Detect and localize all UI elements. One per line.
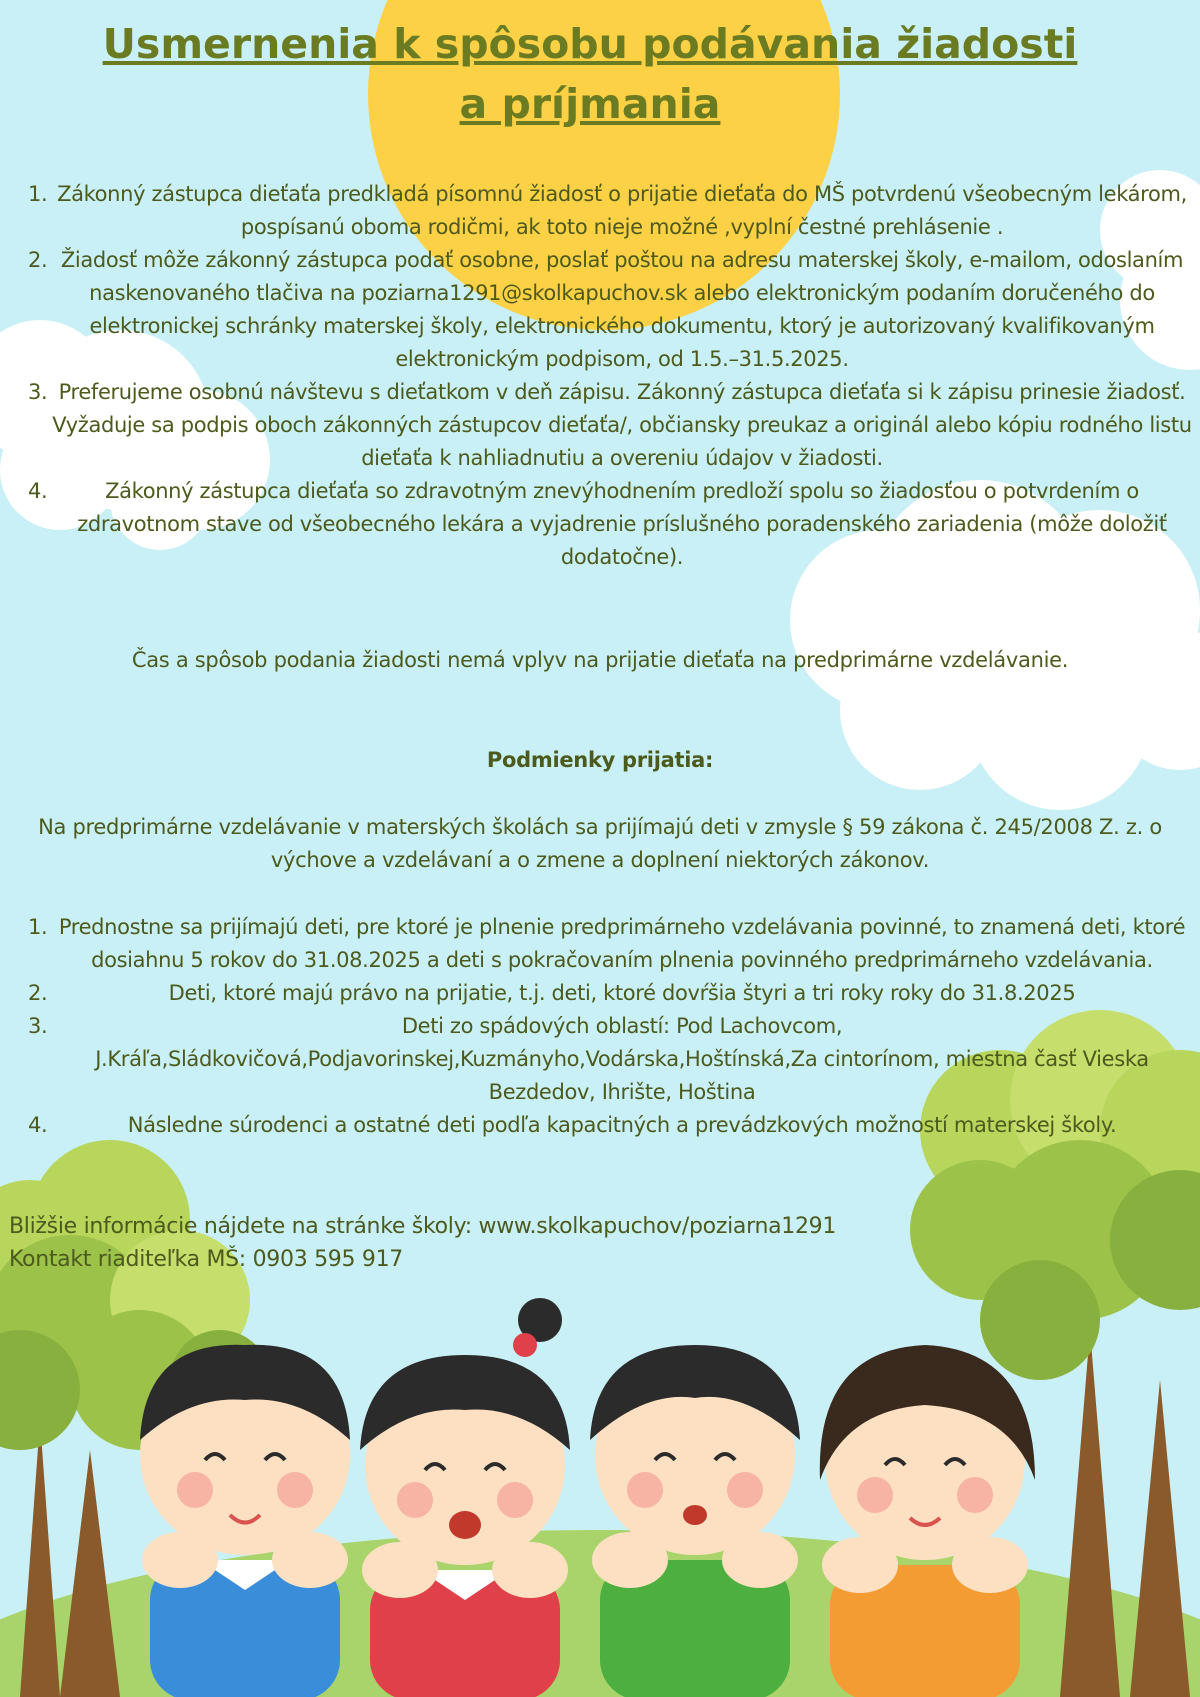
child-4-icon bbox=[820, 1345, 1035, 1697]
list-item: 3. Deti zo spádových oblastí: Pod Lachovcom, J.Kráľa,Sládkovičová,Podjavorinskej,Kuzmányho,Vodárska,Hoštínská,Za cintorínom, miestna časť Vieska Bezdedov, Ihrište, Hoština bbox=[28, 1014, 1149, 1104]
list-item: 1. Prednostne sa prijímajú deti, pre ktoré je plnenie predprimárneho vzdelávania povinné, to znamená deti, ktoré dosiahnu 5 rokov do 31.08.2025 a deti s pokračovaním plnenia povinného predprimárneho vzdelávania. bbox=[28, 915, 1186, 972]
list-item: 4. Zákonný zástupca dieťaťa so zdravotným znevýhodnením predloží spolu so žiadosťou o potvrdením o zdravotnom stave od všeobecného lekára a vyjadrenie príslušného poradenského zariadenia (môže doložiť dodatočne). bbox=[28, 479, 1167, 569]
contact-info: Kontakt riaditeľka MŠ: 0903 595 917 bbox=[9, 1247, 403, 1272]
list-item: 2. Žiadosť môže zákonný zástupca podať osobne, poslať poštou na adresu materskej školy, e-mailom, odoslaním naskenovaného tlačiva na poziarna1291@skolkapuchov.sk alebo elektronickým podaním doručeného do elektronickej schránky materskej školy, elektronického dokumentu, ktorý je autorizovaný kvalifikovaným elektronickým podpisom, od 1.5.–31.5.2025. bbox=[28, 248, 1184, 371]
page-title: Usmernenia k spôsobu podávania žiadosti a príjmania bbox=[102, 20, 1078, 128]
list-item: 4. Následne súrodenci a ostatné deti podľa kapacitných a prevádzkových možností materskej školy. bbox=[28, 1113, 1117, 1137]
conditions-intro: Na predprimárne vzdelávanie v materských školách sa prijímajú deti v zmysle § 59 zákona č. 245/2008 Z. z. o výchove a vzdelávaní a o zmene a doplnení niektorých zákonov. bbox=[38, 815, 1162, 872]
more-info-link-text[interactable]: Bližšie informácie nájdete na stránke školy: www.skolkapuchov/poziarna1291 bbox=[9, 1214, 837, 1239]
list-item: 2. Deti, ktoré majú právo na prijatie, t.j. deti, ktoré dovŕšia štyri a tri roky roky do 31.8.2025 bbox=[28, 981, 1076, 1005]
timing-note: Čas a spôsob podania žiadosti nemá vplyv na prijatie dieťaťa na predprimárne vzdelávanie. bbox=[131, 648, 1069, 672]
application-steps-list bbox=[0, 178, 1200, 574]
list-item: 1. Zákonný zástupca dieťaťa predkladá písomnú žiadosť o prijatie dieťaťa do MŠ potvrdenú všeobecným lekárom, pospísanú oboma rodičmi, ak toto nieje možné ,vyplní čestné prehlásenie . bbox=[28, 182, 1187, 239]
child-3-icon bbox=[590, 1345, 800, 1697]
conditions-list bbox=[0, 911, 1200, 1142]
list-item: 3. Preferujeme osobnú návštevu s dieťatkom v deň zápisu. Zákonný zástupca dieťaťa si k zápisu prinesie žiadosť. Vyžaduje sa podpis oboch zákonných zástupcov dieťaťa/, občiansky preukaz a originál alebo kópiu rodného listu dieťaťa k nahliadnutiu a overeniu údajov v žiadosti. bbox=[28, 380, 1192, 470]
conditions-heading: Podmienky prijatia: bbox=[486, 748, 714, 772]
child-1-icon bbox=[140, 1345, 350, 1697]
